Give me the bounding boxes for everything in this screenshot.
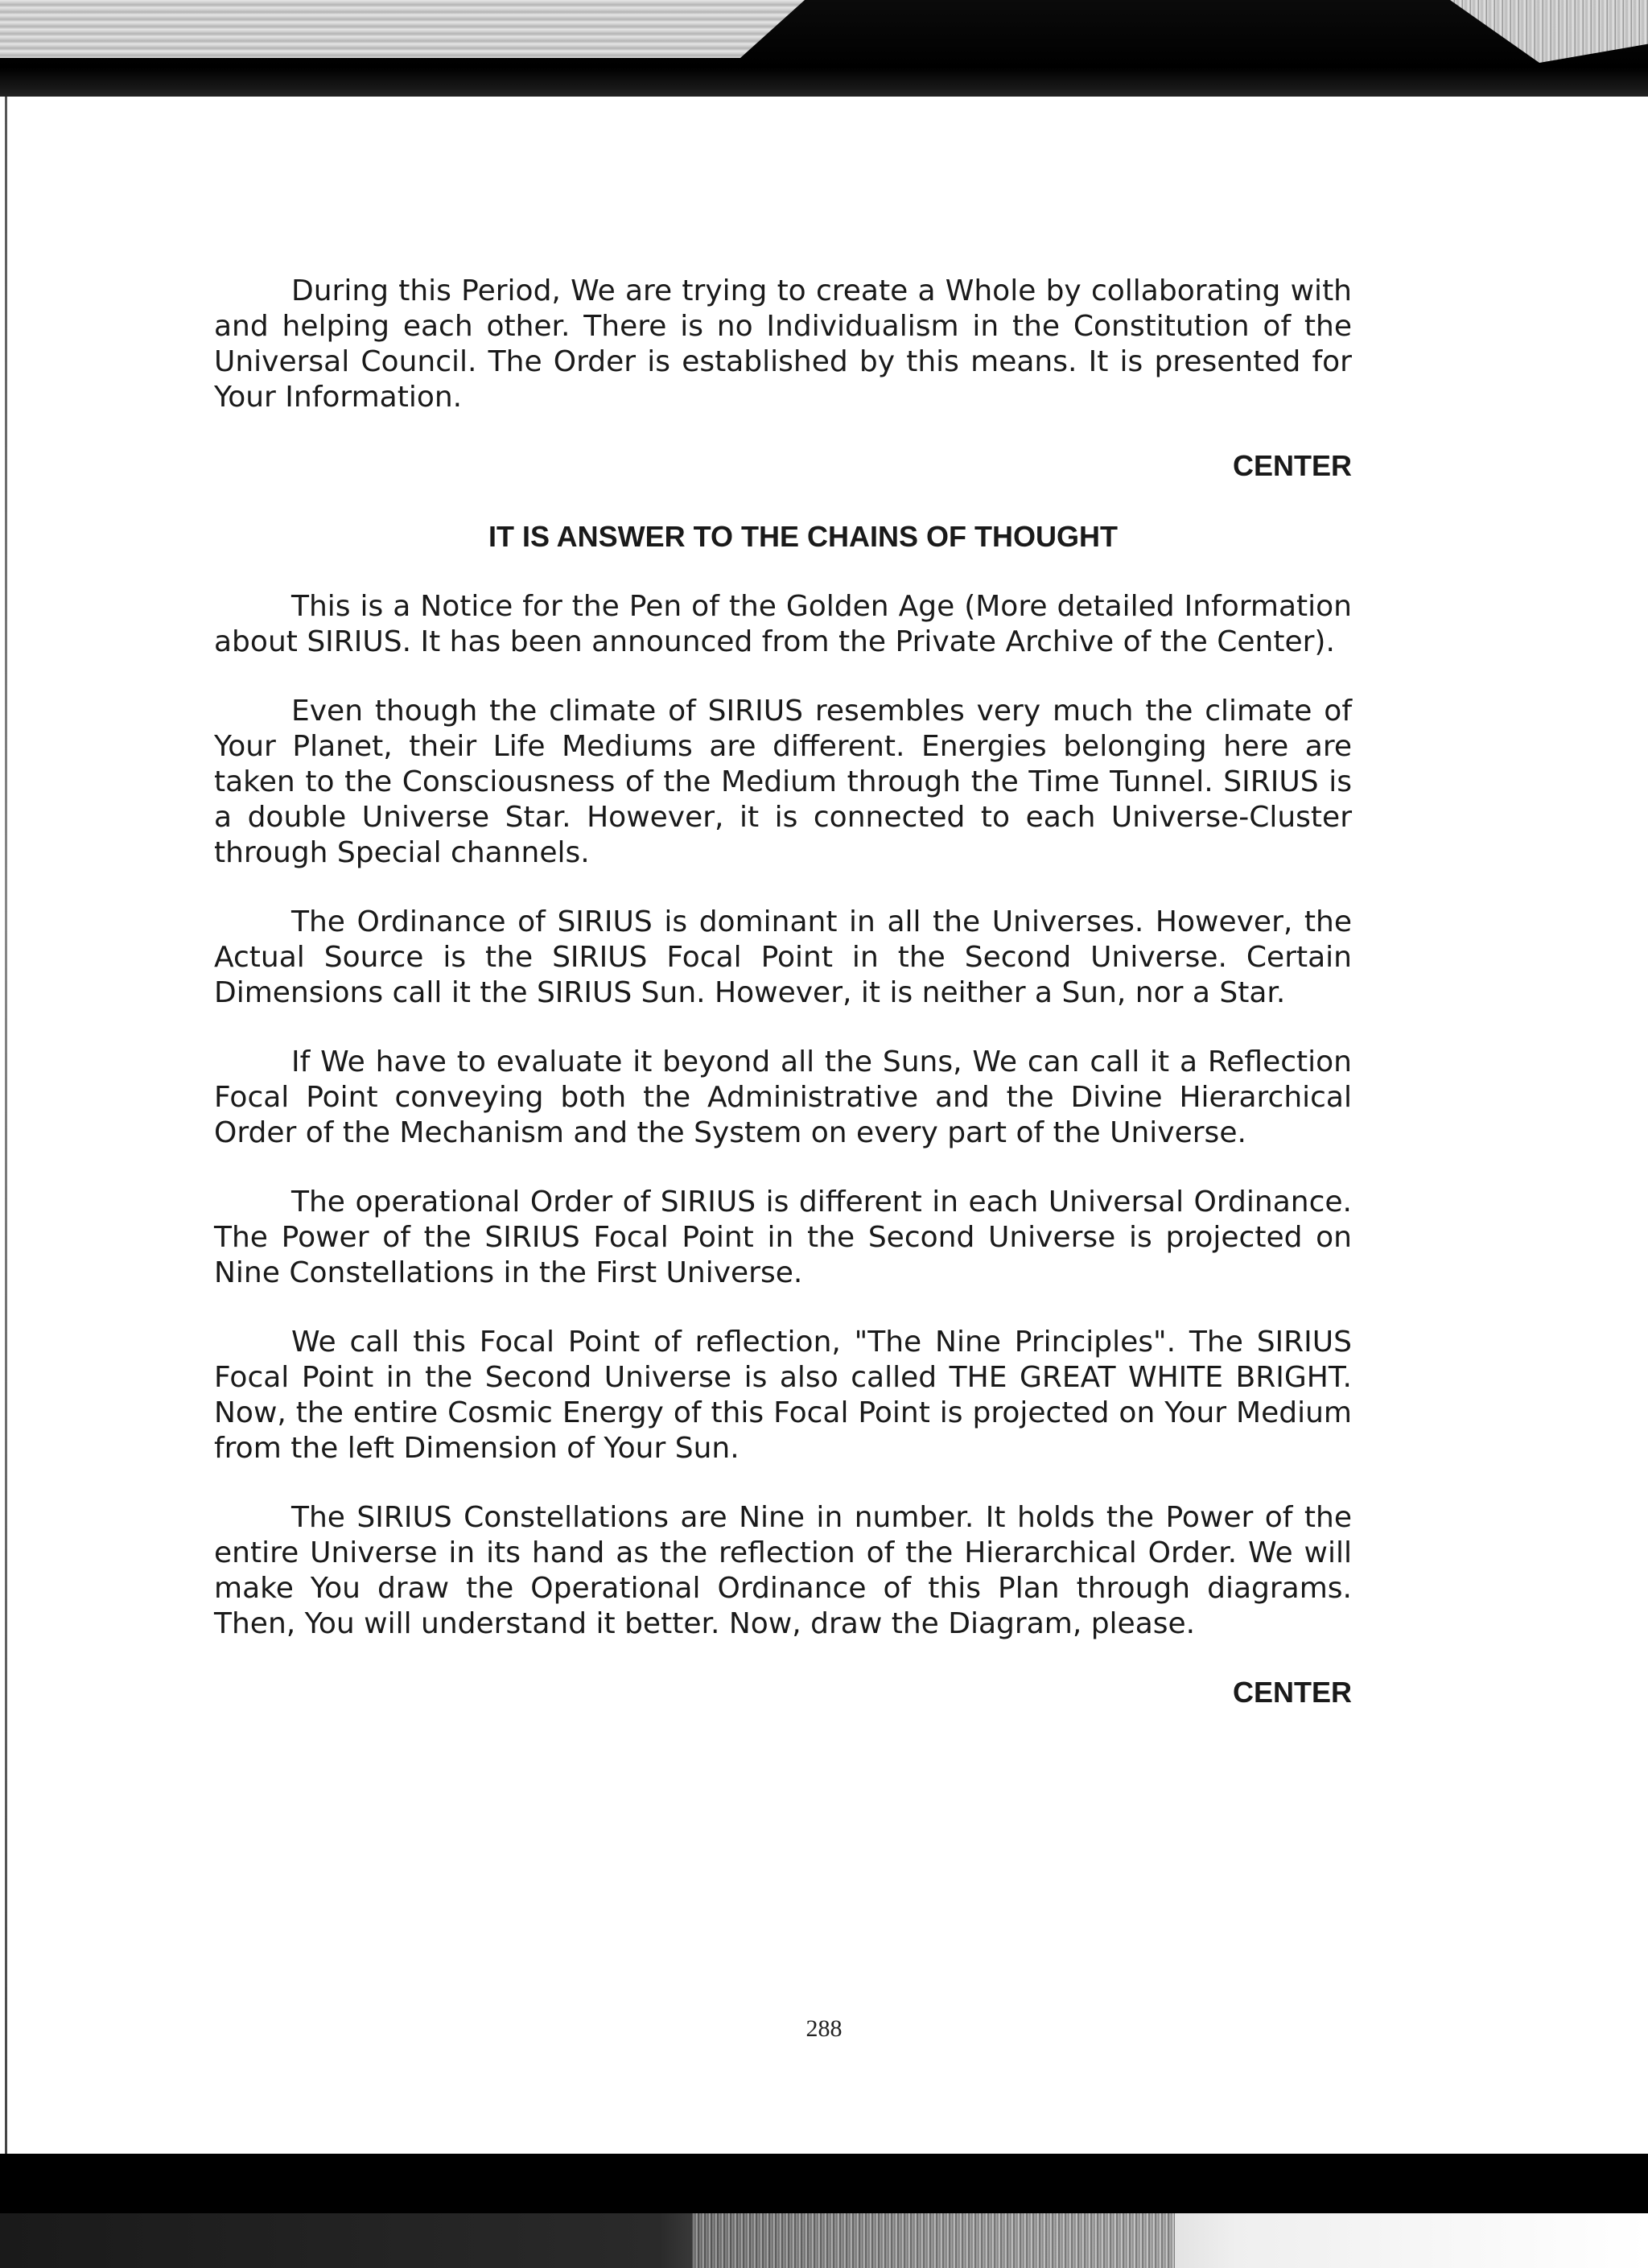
paragraph: We call this Focal Point of reflection, "The Nine Principles". The SIRIUS Focal Point in the Second Universe is also called THE GREAT WHITE BRIGHT. Now, the entire Cosmic Energy of this Focal Point is projected on Your Medium from the left Dimension of Your Sun. xyxy=(214,1326,1352,1465)
paragraph: This is a Notice for the Pen of the Golden Age (More detailed Information about SIRIUS. It has been announced from the Private Archive of the Center). xyxy=(214,590,1352,658)
scan-glare-left xyxy=(0,0,805,58)
paragraph: The SIRIUS Constellations are Nine in number. It holds the Power of the entire Universe in its hand as the reflection of the Hierarchical Order. We will make You draw the Operational Ordinance of this Plan through diagrams. Then, You will understand it better. Now, draw the Diagram, please. xyxy=(214,1501,1352,1640)
page-body xyxy=(214,274,1352,1746)
scan-glare-right xyxy=(1407,0,1648,63)
paragraph: The Ordinance of SIRIUS is dominant in all the Universes. However, the Actual Source is the SIRIUS Focal Point in the Second Universe. Certain Dimensions call it the SIRIUS Sun. However, it is neither a Sun, nor a Star. xyxy=(214,905,1352,1009)
scan-noise-bottom xyxy=(692,2213,1175,2268)
signoff-center: CENTER xyxy=(1232,449,1352,482)
scan-border-bottom xyxy=(0,2154,1648,2268)
scan-border-top xyxy=(0,0,1648,97)
scan-border-left xyxy=(5,97,7,2157)
paragraph: Even though the climate of SIRIUS resembles very much the climate of Your Planet, their Life Mediums are different. Energies belonging here are taken to the Consciousness of the Medium through the Time Tunnel. SIRIUS is a double Universe Star. However, it is connected to each Universe-Cluster through Special channels. xyxy=(214,695,1352,869)
signoff-center: CENTER xyxy=(1232,1676,1352,1709)
page-number: 288 xyxy=(805,2015,843,2042)
paragraph: If We have to evaluate it beyond all the Suns, We can call it a Reflection Focal Point conveying both the Administrative and the Divine Hierarchical Order of the Mechanism and the System on every part of the Universe. xyxy=(214,1045,1352,1149)
section-heading: IT IS ANSWER TO THE CHAINS OF THOUGHT xyxy=(488,520,1118,553)
paragraph: During this Period, We are trying to create a Whole by collaborating with and helping each other. There is no Individualism in the Constitution of the Universal Council. The Order is established by this means. It is presented for Your Information. xyxy=(214,274,1352,414)
paragraph: The operational Order of SIRIUS is different in each Universal Ordinance. The Power of the SIRIUS Focal Point in the Second Universe is projected on Nine Constellations in the First Universe. xyxy=(214,1186,1352,1289)
